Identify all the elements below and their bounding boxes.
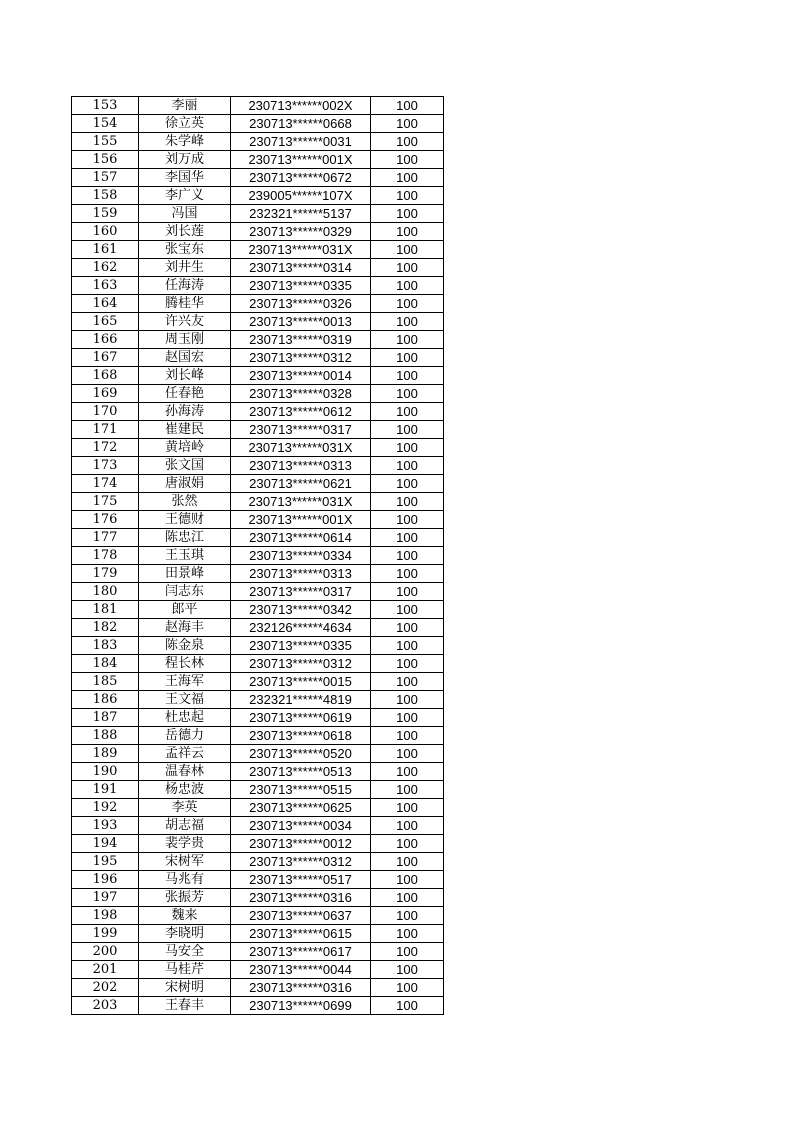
row-number-cell[interactable]: 178 (72, 547, 139, 565)
table-row (72, 745, 444, 763)
row-number-cell[interactable]: 202 (72, 979, 139, 997)
row-number-cell[interactable]: 183 (72, 637, 139, 655)
table-row (72, 763, 444, 781)
amount-cell[interactable]: 100 (371, 295, 444, 313)
table-row (72, 349, 444, 367)
amount-cell[interactable]: 100 (371, 601, 444, 619)
table-row (72, 223, 444, 241)
row-number-cell[interactable]: 195 (72, 853, 139, 871)
amount-cell[interactable]: 100 (371, 925, 444, 943)
table-row (72, 961, 444, 979)
row-number-cell[interactable]: 160 (72, 223, 139, 241)
table-row (72, 871, 444, 889)
id-number-cell[interactable]: 230713******0317 (231, 583, 371, 601)
id-number-cell[interactable]: 230713******0612 (231, 403, 371, 421)
table-body (72, 97, 444, 1015)
row-number-cell[interactable]: 199 (72, 925, 139, 943)
id-number-cell[interactable]: 230713******0668 (231, 115, 371, 133)
row-number-cell[interactable]: 192 (72, 799, 139, 817)
id-number-cell[interactable]: 230713******0317 (231, 421, 371, 439)
name-cell[interactable]: 刘井生 (139, 259, 231, 277)
table-row (72, 673, 444, 691)
id-number-cell[interactable]: 230713******0034 (231, 817, 371, 835)
amount-cell[interactable]: 100 (371, 277, 444, 295)
id-number-cell[interactable]: 230713******0319 (231, 331, 371, 349)
name-cell[interactable]: 张文国 (139, 457, 231, 475)
row-number-cell[interactable]: 171 (72, 421, 139, 439)
table-row (72, 925, 444, 943)
table-row (72, 457, 444, 475)
row-number-cell[interactable]: 200 (72, 943, 139, 961)
amount-cell[interactable]: 100 (371, 637, 444, 655)
row-number-cell[interactable]: 155 (72, 133, 139, 151)
name-cell[interactable]: 任海涛 (139, 277, 231, 295)
row-number-cell[interactable]: 175 (72, 493, 139, 511)
name-cell[interactable]: 张振芳 (139, 889, 231, 907)
table-row (72, 169, 444, 187)
table-row (72, 295, 444, 313)
name-cell[interactable]: 胡志福 (139, 817, 231, 835)
amount-cell[interactable]: 100 (371, 961, 444, 979)
name-cell[interactable]: 程长林 (139, 655, 231, 673)
amount-cell[interactable]: 100 (371, 853, 444, 871)
table-row (72, 511, 444, 529)
spreadsheet-page (71, 96, 444, 1015)
table-row (72, 799, 444, 817)
id-number-cell[interactable]: 230713******0312 (231, 349, 371, 367)
name-cell[interactable]: 王海军 (139, 673, 231, 691)
table-row (72, 421, 444, 439)
name-cell[interactable]: 王文福 (139, 691, 231, 709)
id-number-cell[interactable]: 230713******0672 (231, 169, 371, 187)
amount-cell[interactable]: 100 (371, 349, 444, 367)
name-cell[interactable]: 田景峰 (139, 565, 231, 583)
row-number-cell[interactable]: 185 (72, 673, 139, 691)
name-cell[interactable]: 李广义 (139, 187, 231, 205)
name-cell[interactable]: 李丽 (139, 97, 231, 115)
amount-cell[interactable]: 100 (371, 133, 444, 151)
row-number-cell[interactable]: 154 (72, 115, 139, 133)
table-row (72, 547, 444, 565)
row-number-cell[interactable]: 181 (72, 601, 139, 619)
name-cell[interactable]: 杨忠波 (139, 781, 231, 799)
name-cell[interactable]: 马桂芹 (139, 961, 231, 979)
table-row (72, 601, 444, 619)
id-number-cell[interactable]: 230713******0313 (231, 457, 371, 475)
id-number-cell[interactable]: 230713******0314 (231, 259, 371, 277)
row-number-cell[interactable]: 153 (72, 97, 139, 115)
name-cell[interactable]: 王春丰 (139, 997, 231, 1015)
table-row (72, 817, 444, 835)
amount-cell[interactable]: 100 (371, 97, 444, 115)
amount-cell[interactable]: 100 (371, 457, 444, 475)
id-number-cell[interactable]: 230713******0013 (231, 313, 371, 331)
name-cell[interactable]: 唐淑娟 (139, 475, 231, 493)
amount-cell[interactable]: 100 (371, 691, 444, 709)
amount-cell[interactable]: 100 (371, 313, 444, 331)
table-row (72, 475, 444, 493)
amount-cell[interactable]: 100 (371, 889, 444, 907)
table-row (72, 889, 444, 907)
row-number-cell[interactable]: 196 (72, 871, 139, 889)
id-number-cell[interactable]: 230713******0335 (231, 637, 371, 655)
amount-cell[interactable]: 100 (371, 565, 444, 583)
id-number-cell[interactable]: 230713******0334 (231, 547, 371, 565)
name-cell[interactable]: 刘长峰 (139, 367, 231, 385)
id-number-cell[interactable]: 230713******0044 (231, 961, 371, 979)
row-number-cell[interactable]: 166 (72, 331, 139, 349)
table-row (72, 907, 444, 925)
name-cell[interactable]: 朱学峰 (139, 133, 231, 151)
name-cell[interactable]: 崔建民 (139, 421, 231, 439)
amount-cell[interactable]: 100 (371, 727, 444, 745)
name-cell[interactable]: 许兴友 (139, 313, 231, 331)
table-row (72, 403, 444, 421)
amount-cell[interactable]: 100 (371, 709, 444, 727)
name-cell[interactable]: 宋树军 (139, 853, 231, 871)
id-number-cell[interactable]: 230713******0313 (231, 565, 371, 583)
subsidy-list-table (71, 96, 444, 1015)
name-cell[interactable]: 任春艳 (139, 385, 231, 403)
row-number-cell[interactable]: 186 (72, 691, 139, 709)
id-number-cell[interactable]: 230713******0014 (231, 367, 371, 385)
name-cell[interactable]: 周玉刚 (139, 331, 231, 349)
id-number-cell[interactable]: 230713******031X (231, 241, 371, 259)
id-number-cell[interactable]: 230713******0328 (231, 385, 371, 403)
id-number-cell[interactable]: 230713******0312 (231, 853, 371, 871)
row-number-cell[interactable]: 193 (72, 817, 139, 835)
id-number-cell[interactable]: 230713******0618 (231, 727, 371, 745)
row-number-cell[interactable]: 169 (72, 385, 139, 403)
table-row (72, 331, 444, 349)
row-number-cell[interactable]: 189 (72, 745, 139, 763)
table-row (72, 277, 444, 295)
table-row (72, 655, 444, 673)
table-row (72, 133, 444, 151)
table-row (72, 709, 444, 727)
row-number-cell[interactable]: 159 (72, 205, 139, 223)
amount-cell[interactable]: 100 (371, 871, 444, 889)
id-number-cell[interactable]: 230713******0625 (231, 799, 371, 817)
id-number-cell[interactable]: 230713******0619 (231, 709, 371, 727)
row-number-cell[interactable]: 163 (72, 277, 139, 295)
name-cell[interactable]: 魏来 (139, 907, 231, 925)
id-number-cell[interactable]: 230713******0326 (231, 295, 371, 313)
id-number-cell[interactable]: 230713******0329 (231, 223, 371, 241)
name-cell[interactable]: 刘长莲 (139, 223, 231, 241)
table-row (72, 979, 444, 997)
table-row (72, 97, 444, 115)
id-number-cell[interactable]: 230713******0615 (231, 925, 371, 943)
row-number-cell[interactable]: 182 (72, 619, 139, 637)
amount-cell[interactable]: 100 (371, 205, 444, 223)
table-row (72, 619, 444, 637)
amount-cell[interactable]: 100 (371, 223, 444, 241)
table-row (72, 727, 444, 745)
row-number-cell[interactable]: 180 (72, 583, 139, 601)
row-number-cell[interactable]: 156 (72, 151, 139, 169)
id-number-cell[interactable]: 230713******0520 (231, 745, 371, 763)
name-cell[interactable]: 徐立英 (139, 115, 231, 133)
amount-cell[interactable]: 100 (371, 529, 444, 547)
row-number-cell[interactable]: 172 (72, 439, 139, 457)
name-cell[interactable]: 杜忠起 (139, 709, 231, 727)
id-number-cell[interactable]: 230713******0316 (231, 889, 371, 907)
row-number-cell[interactable]: 190 (72, 763, 139, 781)
id-number-cell[interactable]: 232126******4634 (231, 619, 371, 637)
row-number-cell[interactable]: 165 (72, 313, 139, 331)
amount-cell[interactable]: 100 (371, 655, 444, 673)
name-cell[interactable]: 赵国宏 (139, 349, 231, 367)
id-number-cell[interactable]: 230713******0015 (231, 673, 371, 691)
id-number-cell[interactable]: 232321******4819 (231, 691, 371, 709)
id-number-cell[interactable]: 230713******0335 (231, 277, 371, 295)
row-number-cell[interactable]: 198 (72, 907, 139, 925)
id-number-cell[interactable]: 230713******0312 (231, 655, 371, 673)
amount-cell[interactable]: 100 (371, 583, 444, 601)
id-number-cell[interactable]: 230713******0515 (231, 781, 371, 799)
name-cell[interactable]: 孟祥云 (139, 745, 231, 763)
row-number-cell[interactable]: 168 (72, 367, 139, 385)
table-row (72, 367, 444, 385)
name-cell[interactable]: 闫志东 (139, 583, 231, 601)
amount-cell[interactable]: 100 (371, 367, 444, 385)
amount-cell[interactable]: 100 (371, 493, 444, 511)
amount-cell[interactable]: 100 (371, 943, 444, 961)
row-number-cell[interactable]: 176 (72, 511, 139, 529)
name-cell[interactable]: 郎平 (139, 601, 231, 619)
id-number-cell[interactable]: 230713******0316 (231, 979, 371, 997)
amount-cell[interactable]: 100 (371, 475, 444, 493)
amount-cell[interactable]: 100 (371, 817, 444, 835)
amount-cell[interactable]: 100 (371, 115, 444, 133)
amount-cell[interactable]: 100 (371, 673, 444, 691)
amount-cell[interactable]: 100 (371, 421, 444, 439)
id-number-cell[interactable]: 232321******5137 (231, 205, 371, 223)
id-number-cell[interactable]: 230713******0517 (231, 871, 371, 889)
name-cell[interactable]: 黄培岭 (139, 439, 231, 457)
amount-cell[interactable]: 100 (371, 187, 444, 205)
name-cell[interactable]: 岳德力 (139, 727, 231, 745)
row-number-cell[interactable]: 162 (72, 259, 139, 277)
row-number-cell[interactable]: 197 (72, 889, 139, 907)
name-cell[interactable]: 王德财 (139, 511, 231, 529)
table-row (72, 835, 444, 853)
row-number-cell[interactable]: 173 (72, 457, 139, 475)
table-row (72, 637, 444, 655)
table-row (72, 241, 444, 259)
amount-cell[interactable]: 100 (371, 151, 444, 169)
name-cell[interactable]: 李晓明 (139, 925, 231, 943)
row-number-cell[interactable]: 161 (72, 241, 139, 259)
row-number-cell[interactable]: 158 (72, 187, 139, 205)
name-cell[interactable]: 陈忠江 (139, 529, 231, 547)
amount-cell[interactable]: 100 (371, 331, 444, 349)
table-row (72, 691, 444, 709)
table-row (72, 583, 444, 601)
name-cell[interactable]: 冯国 (139, 205, 231, 223)
table-row (72, 781, 444, 799)
name-cell[interactable]: 孙海涛 (139, 403, 231, 421)
id-number-cell[interactable]: 230713******0637 (231, 907, 371, 925)
name-cell[interactable]: 宋树明 (139, 979, 231, 997)
row-number-cell[interactable]: 201 (72, 961, 139, 979)
name-cell[interactable]: 刘万成 (139, 151, 231, 169)
table-row (72, 187, 444, 205)
row-number-cell[interactable]: 191 (72, 781, 139, 799)
amount-cell[interactable]: 100 (371, 979, 444, 997)
amount-cell[interactable]: 100 (371, 619, 444, 637)
amount-cell[interactable]: 100 (371, 439, 444, 457)
id-number-cell[interactable]: 230713******001X (231, 511, 371, 529)
amount-cell[interactable]: 100 (371, 763, 444, 781)
table-row (72, 943, 444, 961)
id-number-cell[interactable]: 230713******0621 (231, 475, 371, 493)
id-number-cell[interactable]: 230713******002X (231, 97, 371, 115)
name-cell[interactable]: 腾桂华 (139, 295, 231, 313)
id-number-cell[interactable]: 239005******107X (231, 187, 371, 205)
id-number-cell[interactable]: 230713******0699 (231, 997, 371, 1015)
id-number-cell[interactable]: 230713******0614 (231, 529, 371, 547)
table-row (72, 385, 444, 403)
table-row (72, 115, 444, 133)
table-row (72, 493, 444, 511)
amount-cell[interactable]: 100 (371, 781, 444, 799)
name-cell[interactable]: 李英 (139, 799, 231, 817)
row-number-cell[interactable]: 194 (72, 835, 139, 853)
id-number-cell[interactable]: 230713******0031 (231, 133, 371, 151)
name-cell[interactable]: 张然 (139, 493, 231, 511)
amount-cell[interactable]: 100 (371, 259, 444, 277)
row-number-cell[interactable]: 179 (72, 565, 139, 583)
amount-cell[interactable]: 100 (371, 403, 444, 421)
id-number-cell[interactable]: 230713******0342 (231, 601, 371, 619)
row-number-cell[interactable]: 177 (72, 529, 139, 547)
amount-cell[interactable]: 100 (371, 547, 444, 565)
row-number-cell[interactable]: 157 (72, 169, 139, 187)
row-number-cell[interactable]: 187 (72, 709, 139, 727)
name-cell[interactable]: 马兆有 (139, 871, 231, 889)
table-row (72, 997, 444, 1015)
table-row (72, 529, 444, 547)
table-row (72, 205, 444, 223)
name-cell[interactable]: 李国华 (139, 169, 231, 187)
amount-cell[interactable]: 100 (371, 511, 444, 529)
table-row (72, 565, 444, 583)
amount-cell[interactable]: 100 (371, 799, 444, 817)
name-cell[interactable]: 张宝东 (139, 241, 231, 259)
table-row (72, 439, 444, 457)
table-row (72, 259, 444, 277)
id-number-cell[interactable]: 230713******0513 (231, 763, 371, 781)
table-row (72, 151, 444, 169)
id-number-cell[interactable]: 230713******031X (231, 439, 371, 457)
id-number-cell[interactable]: 230713******031X (231, 493, 371, 511)
amount-cell[interactable]: 100 (371, 997, 444, 1015)
amount-cell[interactable]: 100 (371, 241, 444, 259)
row-number-cell[interactable]: 167 (72, 349, 139, 367)
row-number-cell[interactable]: 170 (72, 403, 139, 421)
amount-cell[interactable]: 100 (371, 745, 444, 763)
row-number-cell[interactable]: 203 (72, 997, 139, 1015)
table-row (72, 313, 444, 331)
amount-cell[interactable]: 100 (371, 385, 444, 403)
name-cell[interactable]: 王玉琪 (139, 547, 231, 565)
row-number-cell[interactable]: 174 (72, 475, 139, 493)
name-cell[interactable]: 赵海丰 (139, 619, 231, 637)
name-cell[interactable]: 温春林 (139, 763, 231, 781)
name-cell[interactable]: 陈金泉 (139, 637, 231, 655)
name-cell[interactable]: 裴学贵 (139, 835, 231, 853)
row-number-cell[interactable]: 188 (72, 727, 139, 745)
name-cell[interactable]: 马安全 (139, 943, 231, 961)
id-number-cell[interactable]: 230713******0012 (231, 835, 371, 853)
table-row (72, 853, 444, 871)
amount-cell[interactable]: 100 (371, 835, 444, 853)
id-number-cell[interactable]: 230713******001X (231, 151, 371, 169)
row-number-cell[interactable]: 184 (72, 655, 139, 673)
amount-cell[interactable]: 100 (371, 907, 444, 925)
id-number-cell[interactable]: 230713******0617 (231, 943, 371, 961)
row-number-cell[interactable]: 164 (72, 295, 139, 313)
amount-cell[interactable]: 100 (371, 169, 444, 187)
